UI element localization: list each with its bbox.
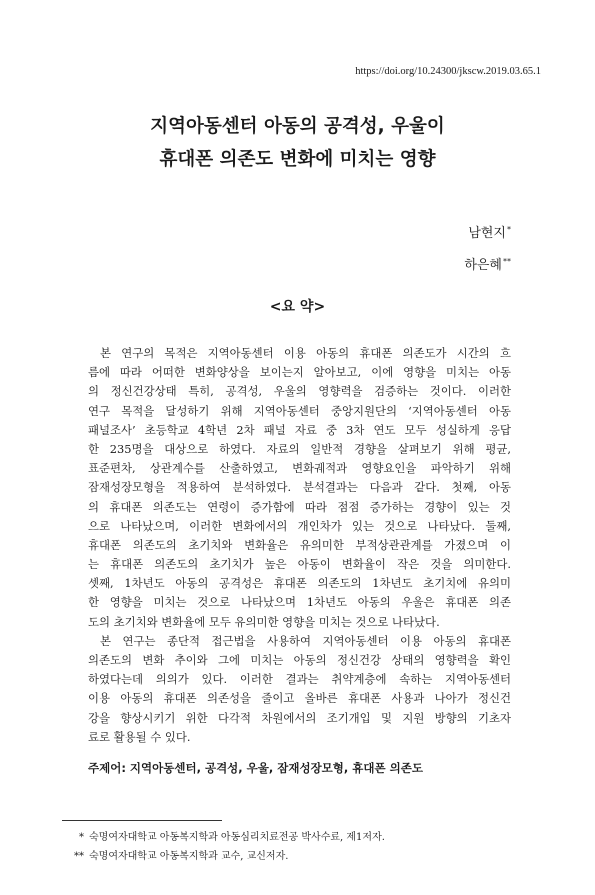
- footnote-text: 숙명여자대학교 아동복지학과 아동심리치료전공 박사수료, 제1저자.: [89, 832, 385, 843]
- author-name: 하은혜: [464, 258, 502, 273]
- abstract-line: 패널조사’ 초등학교 4학년 2차 패널 자료 중 3차 연도 모두 성실하게 응답: [88, 422, 511, 437]
- abstract-line: 본 연구의 목적은 지역아동센터 이용 아동의 휴대폰 의존도가 시간의 흐: [100, 346, 511, 360]
- abstract-line: 으로 나타났으며, 이러한 변화에서의 개인차가 있는 것으로 나타났다. 둘째,: [88, 518, 511, 533]
- author-list: [464, 216, 511, 280]
- abstract-line: 한 235명을 대상으로 하였다. 자료의 일반적 경향을 살펴보기 위해 평균,: [88, 441, 511, 456]
- author-name: 남현지: [468, 226, 506, 241]
- footnote-divider: [62, 820, 222, 821]
- abstract-line: 표준편차, 상관계수를 산출하였고, 변화궤적과 영향요인을 파악하기 위해: [88, 461, 511, 476]
- author-mark: *: [507, 225, 511, 234]
- abstract-line: 름에 따라 어떠한 변화양상을 보이는지 알아보고, 이에 영향을 미치는 아동: [88, 365, 511, 380]
- abstract-line: 료로 활용될 수 있다.: [88, 729, 191, 744]
- author-2: [464, 248, 511, 280]
- abstract-line: 잠재성장모형을 적용하여 분석하였다. 분석결과는 다음과 같다. 첫째, 아동: [88, 480, 511, 495]
- footnote-2: [62, 847, 385, 866]
- abstract-line: 의 정신건강상태 특히, 공격성, 우울의 영향력을 검증하는 것이다. 이러한: [88, 384, 511, 399]
- abstract-line: 연구 목적을 달성하기 위해 지역아동센터 중앙지원단의 ‘지역아동센터 아동: [88, 403, 511, 418]
- footnote-mark: *: [79, 832, 84, 843]
- abstract-line: 휴대폰 의존도의 초기치와 변화율은 유의미한 부적상관관계를 가졌으며 이: [88, 537, 511, 552]
- abstract-line: 이용 아동의 휴대폰 의존성을 줄이고 올바른 휴대폰 사용과 나아가 정신건: [88, 691, 511, 706]
- author-1: [464, 216, 511, 248]
- footnote-text: 숙명여자대학교 아동복지학과 교수, 교신저자.: [89, 851, 289, 862]
- footnotes: [62, 828, 385, 866]
- author-mark: **: [503, 257, 511, 266]
- title-line-2: 휴대폰 의존도 변화에 미치는 영향: [159, 149, 436, 170]
- abstract-line: 본 연구는 종단적 접근법을 사용하여 지역아동센터 이용 아동의 휴대폰: [100, 633, 511, 648]
- doi-link[interactable]: https://doi.org/10.24300/jkscw.2019.03.65.1: [355, 66, 541, 77]
- abstract-heading: <요 약>: [269, 299, 326, 315]
- abstract-line: 의존도의 변화 추이와 그에 미치는 아동의 정신건강 상태의 영향력을 확인: [88, 653, 511, 667]
- abstract-line: 의 휴대폰 의존도는 연령이 증가함에 따라 점점 증가하는 경향이 있는 것: [88, 499, 511, 514]
- abstract-line: 강을 향상시키기 위한 다각적 차원에서의 조기개입 및 지원 방향의 기초자: [88, 710, 511, 725]
- footnote-1: [62, 828, 385, 847]
- abstract-body: [88, 344, 511, 747]
- keywords: 주제어: 지역아동센터, 공격성, 우울, 잠재성장모형, 휴대폰 의존도: [88, 761, 423, 775]
- abstract-line: 셋째, 1차년도 아동의 공격성은 휴대폰 의존도의 1차년도 초기치에 유의미: [88, 576, 511, 591]
- abstract-line: 는 휴대폰 의존도의 초기치가 높은 아동이 변화율이 작은 것을 의미한다.: [88, 557, 511, 572]
- title-line-1: 지역아동센터 아동의 공격성, 우울이: [150, 116, 445, 137]
- abstract-line: 하였다는데 의의가 있다. 이러한 결과는 취약계층에 속하는 지역아동센터: [88, 672, 511, 687]
- footnote-mark: **: [74, 851, 84, 862]
- abstract-line: 도의 초기치와 변화율에 모두 유의미한 영향을 미치는 것으로 나타났다.: [88, 614, 440, 629]
- abstract-line: 한 영향을 미치는 것으로 나타났으며 1차년도 아동의 우울은 휴대폰 의존: [88, 595, 511, 610]
- paper-title: [0, 110, 595, 176]
